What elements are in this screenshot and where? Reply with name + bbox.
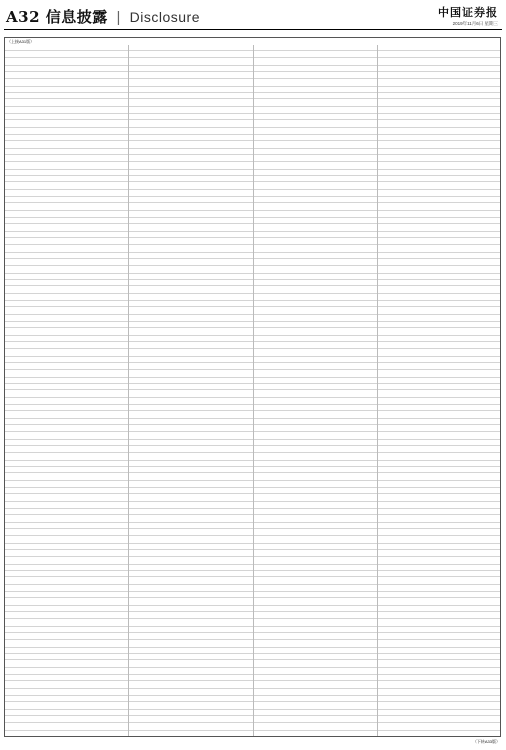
table-row bbox=[378, 619, 501, 627]
table-grid bbox=[5, 45, 501, 737]
table-row bbox=[254, 536, 377, 544]
table-row bbox=[129, 723, 252, 731]
newspaper-logo: 中国证券报 bbox=[438, 6, 498, 19]
table-row bbox=[378, 411, 501, 419]
table-row bbox=[5, 640, 128, 648]
table-row bbox=[254, 203, 377, 211]
table-row bbox=[5, 245, 128, 253]
continuation-note: （下转A33版） bbox=[472, 739, 500, 744]
table-row bbox=[129, 99, 252, 107]
table-row bbox=[378, 494, 501, 502]
table-title: （上接A31版） bbox=[7, 39, 35, 44]
table-row bbox=[129, 224, 252, 232]
table-row bbox=[129, 370, 252, 378]
table-row bbox=[5, 723, 128, 731]
table-row bbox=[378, 349, 501, 357]
table-row bbox=[254, 328, 377, 336]
table-row bbox=[5, 120, 128, 128]
section-name-en: Disclosure bbox=[129, 9, 200, 25]
section-name: 信息披露 bbox=[45, 8, 108, 26]
table-row bbox=[378, 681, 501, 689]
table-row bbox=[129, 245, 252, 253]
table-row bbox=[5, 432, 128, 440]
table-row bbox=[5, 702, 128, 710]
table-row bbox=[254, 162, 377, 170]
table-row bbox=[129, 307, 252, 315]
table-row bbox=[129, 58, 252, 66]
table-row bbox=[5, 473, 128, 481]
section-title bbox=[6, 6, 200, 27]
dateline: 2019年11月6日 星期三 bbox=[452, 21, 498, 26]
table-row bbox=[378, 58, 501, 66]
table-row bbox=[378, 120, 501, 128]
table-row bbox=[378, 640, 501, 648]
table-row bbox=[129, 681, 252, 689]
table-row bbox=[5, 660, 128, 668]
masthead bbox=[0, 0, 506, 30]
table-row bbox=[378, 390, 501, 398]
table-row bbox=[378, 702, 501, 710]
section-number: A32 bbox=[6, 8, 41, 26]
table-row bbox=[129, 473, 252, 481]
table-row bbox=[254, 494, 377, 502]
table-row bbox=[254, 411, 377, 419]
title-separator: | bbox=[116, 9, 121, 26]
table-row bbox=[129, 349, 252, 357]
table-row bbox=[5, 619, 128, 627]
table-row bbox=[5, 411, 128, 419]
table-row bbox=[129, 203, 252, 211]
table-row bbox=[254, 515, 377, 523]
table-row bbox=[378, 577, 501, 585]
table-row bbox=[378, 370, 501, 378]
table-row bbox=[378, 182, 501, 190]
disclosure-table bbox=[4, 37, 501, 737]
table-row bbox=[5, 99, 128, 107]
table-row bbox=[378, 328, 501, 336]
table-row bbox=[129, 536, 252, 544]
table-row bbox=[254, 224, 377, 232]
table-row bbox=[378, 598, 501, 606]
table-row bbox=[378, 307, 501, 315]
table-row bbox=[129, 598, 252, 606]
table-row bbox=[5, 515, 128, 523]
table-row bbox=[378, 660, 501, 668]
table-row bbox=[5, 598, 128, 606]
table-row bbox=[5, 557, 128, 565]
table-row bbox=[5, 266, 128, 274]
table-row bbox=[129, 162, 252, 170]
table-row bbox=[5, 162, 128, 170]
table-row bbox=[254, 432, 377, 440]
table-row bbox=[378, 203, 501, 211]
table-row bbox=[129, 328, 252, 336]
table-row bbox=[254, 640, 377, 648]
table-row bbox=[254, 182, 377, 190]
table-row bbox=[254, 286, 377, 294]
table-row bbox=[129, 79, 252, 87]
table-row bbox=[254, 370, 377, 378]
table-row bbox=[378, 515, 501, 523]
table-row bbox=[254, 141, 377, 149]
table-row bbox=[254, 453, 377, 461]
table-row bbox=[5, 577, 128, 585]
table-row bbox=[129, 577, 252, 585]
table-row bbox=[129, 266, 252, 274]
table-row bbox=[254, 619, 377, 627]
table-row bbox=[254, 120, 377, 128]
table-row bbox=[378, 266, 501, 274]
table-row bbox=[378, 432, 501, 440]
table-row bbox=[129, 120, 252, 128]
table-row bbox=[254, 723, 377, 731]
table-row bbox=[5, 286, 128, 294]
table-row bbox=[378, 79, 501, 87]
table-row bbox=[5, 349, 128, 357]
table-row bbox=[129, 432, 252, 440]
table-row bbox=[129, 640, 252, 648]
table-row bbox=[5, 141, 128, 149]
table-row bbox=[5, 536, 128, 544]
table-row bbox=[129, 141, 252, 149]
table-column bbox=[5, 45, 129, 737]
table-row bbox=[378, 536, 501, 544]
table-row bbox=[254, 577, 377, 585]
table-row bbox=[254, 660, 377, 668]
table-row bbox=[378, 245, 501, 253]
table-row bbox=[378, 162, 501, 170]
table-row bbox=[254, 349, 377, 357]
table-row bbox=[254, 99, 377, 107]
table-row bbox=[5, 224, 128, 232]
table-row bbox=[378, 286, 501, 294]
table-row bbox=[254, 79, 377, 87]
table-row bbox=[129, 182, 252, 190]
table-row bbox=[5, 681, 128, 689]
table-row bbox=[254, 557, 377, 565]
table-row bbox=[378, 723, 501, 731]
table-row bbox=[378, 141, 501, 149]
table-column bbox=[254, 45, 378, 737]
table-row bbox=[5, 328, 128, 336]
table-row bbox=[254, 266, 377, 274]
table-row bbox=[5, 453, 128, 461]
table-row bbox=[254, 390, 377, 398]
table-row bbox=[254, 598, 377, 606]
table-row bbox=[254, 245, 377, 253]
table-row bbox=[129, 411, 252, 419]
table-row bbox=[378, 99, 501, 107]
table-row bbox=[129, 660, 252, 668]
table-row bbox=[129, 557, 252, 565]
table-row bbox=[254, 473, 377, 481]
table-row bbox=[129, 286, 252, 294]
table-row bbox=[5, 79, 128, 87]
table-row bbox=[5, 390, 128, 398]
table-row bbox=[5, 494, 128, 502]
table-row bbox=[129, 619, 252, 627]
table-column bbox=[129, 45, 253, 737]
table-row bbox=[5, 58, 128, 66]
table-row bbox=[129, 702, 252, 710]
header-rule bbox=[4, 29, 502, 30]
table-row bbox=[254, 702, 377, 710]
table-row bbox=[129, 390, 252, 398]
table-row bbox=[129, 494, 252, 502]
table-row bbox=[254, 307, 377, 315]
table-row bbox=[378, 557, 501, 565]
table-row bbox=[5, 203, 128, 211]
table-column bbox=[378, 45, 501, 737]
table-row bbox=[5, 182, 128, 190]
table-row bbox=[378, 453, 501, 461]
table-row bbox=[378, 473, 501, 481]
table-row bbox=[378, 224, 501, 232]
table-row bbox=[129, 515, 252, 523]
table-row bbox=[254, 681, 377, 689]
table-row bbox=[129, 453, 252, 461]
table-row bbox=[5, 307, 128, 315]
table-row bbox=[254, 58, 377, 66]
table-row bbox=[5, 370, 128, 378]
